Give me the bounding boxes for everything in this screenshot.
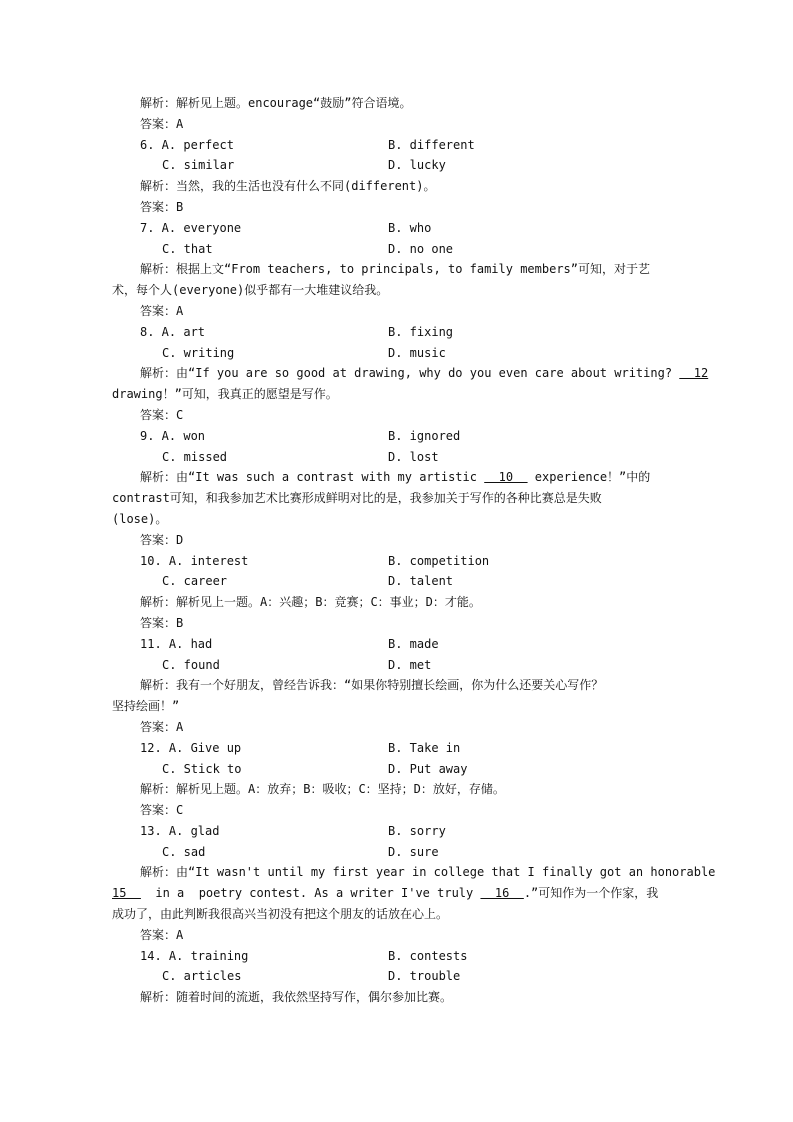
option-b: B. different (388, 137, 475, 152)
option-c: C. career (162, 574, 228, 589)
question-options-row (0, 155, 793, 176)
answer-line: 答案：C (140, 803, 184, 818)
explanation-line: 解析：根据上文“From teachers, to principals, to family members”可知，对于艺 (140, 262, 651, 277)
question-options-row (0, 946, 793, 967)
blank-number: 15 (112, 886, 141, 901)
option-b: B. contests (388, 948, 468, 963)
option-a: 14. A. training (140, 948, 249, 963)
question-options-row (0, 634, 793, 655)
option-d: D. music (388, 345, 446, 360)
explanation-line (0, 467, 793, 488)
option-b: B. made (388, 636, 439, 651)
question-options-row (0, 343, 793, 364)
question-options-row (0, 135, 793, 156)
explanation-line (0, 363, 793, 384)
question-options-row (0, 218, 793, 239)
option-c: C. sad (162, 844, 206, 859)
blank-number: 10 (484, 470, 528, 485)
option-a: 8. A. art (140, 324, 206, 339)
question-options-row (0, 842, 793, 863)
explanation-continuation: drawing！”可知，我真正的愿望是写作。 (112, 387, 338, 402)
blank-number: 12 (679, 366, 709, 381)
option-d: D. Put away (388, 761, 468, 776)
option-c: C. found (162, 657, 220, 672)
option-d: D. lucky (388, 158, 446, 173)
question-options-row (0, 322, 793, 343)
question-options-row (0, 655, 793, 676)
explanation-line: 解析：当然，我的生活也没有什么不同(different)。 (140, 179, 436, 194)
explanation-continuation: 成功了，由此判断我很高兴当初没有把这个朋友的话放在心上。 (112, 907, 449, 922)
option-b: B. ignored (388, 428, 461, 443)
option-b: B. Take in (388, 740, 461, 755)
option-c: C. writing (162, 345, 235, 360)
explanation-line: 解析：解析见上题。A：放弃；B：吸收；C：坚持；D：放好，存储。 (140, 782, 505, 797)
answer-line: 答案：B (140, 199, 184, 214)
blank-number: 16 (480, 886, 524, 901)
explanation-line: 解析：随着时间的流逝，我依然坚持写作，偶尔参加比赛。 (140, 990, 453, 1005)
question-options-row (0, 426, 793, 447)
option-b: B. who (388, 220, 432, 235)
explanation-continuation: contrast可知，和我参加艺术比赛形成鲜明对比的是，我参加关于写作的各种比赛总是失败 (112, 491, 602, 506)
answer-line: 答案：A (140, 927, 184, 942)
option-d: D. met (388, 657, 432, 672)
option-b: B. sorry (388, 823, 446, 838)
explanation-text: .”可知作为一个作家，我 (523, 886, 659, 901)
explanation-line: 解析：解析见上题。encourage“鼓励”符合语境。 (140, 96, 412, 110)
explanation-line: 解析：解析见上一题。A：兴趣；B：竞赛；C：事业；D：才能。 (140, 595, 481, 610)
question-options-row (0, 966, 793, 987)
answer-line: 答案：D (140, 532, 184, 547)
explanation-line: 解析：我有一个好朋友，曾经告诉我：“如果你特别擅长绘画，你为什么还要关心写作？ (140, 678, 604, 693)
explanation-continuation: 坚持绘画！” (112, 699, 180, 714)
answer-line: 答案：A (140, 116, 184, 131)
answer-line: 答案：A (140, 303, 184, 318)
option-d: D. trouble (388, 969, 461, 984)
answer-line: 答案：B (140, 615, 184, 630)
option-b: B. fixing (388, 324, 454, 339)
explanation-text: in a poetry contest. As a writer I've truly (140, 886, 481, 901)
option-a: 13. A. glad (140, 823, 220, 838)
question-options-row (0, 239, 793, 260)
question-options-row (0, 571, 793, 592)
option-b: B. competition (388, 553, 490, 568)
question-options-row (0, 551, 793, 572)
option-c: C. similar (162, 158, 235, 173)
question-options-row (0, 821, 793, 842)
option-a: 10. A. interest (140, 553, 249, 568)
option-c: C. Stick to (162, 761, 242, 776)
option-a: 7. A. everyone (140, 220, 242, 235)
answer-line: 答案：C (140, 407, 184, 422)
explanation-continuation (0, 883, 793, 904)
explanation-text: 解析：由“If you are so good at drawing, why do you even care about writing? (140, 366, 680, 381)
option-a: 12. A. Give up (140, 740, 242, 755)
explanation-line: 解析：由“It wasn't until my first year in college that I finally got an honorable (140, 865, 716, 880)
option-d: D. sure (388, 844, 439, 859)
question-options-row (0, 738, 793, 759)
option-d: D. no one (388, 241, 454, 256)
explanation-text: 解析：由“It was such a contrast with my artistic (140, 470, 485, 485)
question-options-row (0, 447, 793, 468)
explanation-continuation: 术，每个人(everyone)似乎都有一大堆建议给我。 (112, 283, 389, 298)
option-c: C. articles (162, 969, 242, 984)
option-a: 6. A. perfect (140, 137, 234, 152)
option-c: C. that (162, 241, 213, 256)
explanation-continuation: (lose)。 (112, 511, 168, 526)
option-a: 11. A. had (140, 636, 213, 651)
explanation-text: experience！”中的 (527, 470, 651, 485)
answer-line: 答案：A (140, 719, 184, 734)
option-c: C. missed (162, 449, 228, 464)
option-a: 9. A. won (140, 428, 206, 443)
option-d: D. talent (388, 574, 454, 589)
option-d: D. lost (388, 449, 439, 464)
document-page (0, 93, 793, 1008)
question-options-row (0, 759, 793, 780)
